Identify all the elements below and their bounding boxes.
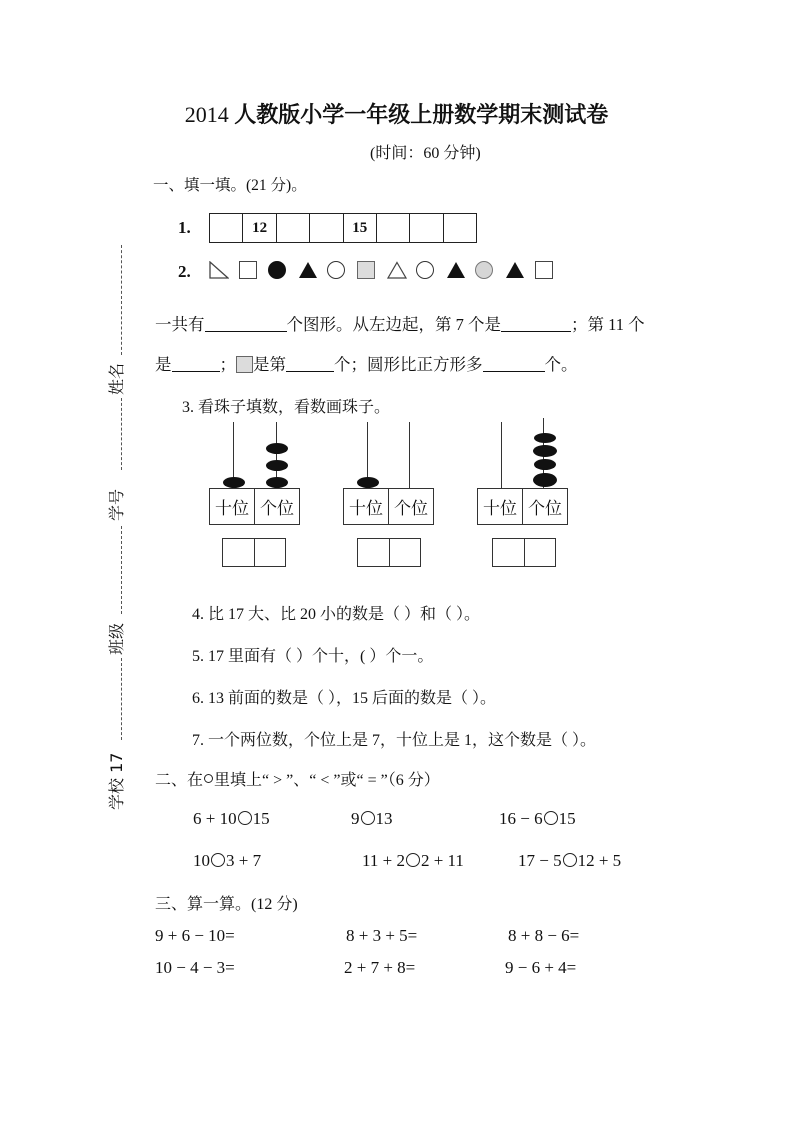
section3-heading: 三、算一算。(12 分) — [155, 896, 298, 913]
time-limit: (时间：60 分钟) — [370, 145, 481, 162]
calc-item: 10 − 4 − 3= — [155, 958, 235, 977]
compare-circle[interactable] — [238, 811, 252, 825]
calc-item: 9 − 6 + 4= — [505, 958, 577, 977]
sequence-cell[interactable] — [444, 214, 477, 242]
right-triangle-icon — [209, 261, 227, 279]
triangle-black-icon — [298, 261, 316, 279]
place-value-labels: 十位 个位 — [343, 488, 434, 525]
dashed-line — [121, 245, 122, 355]
compare-circle[interactable] — [563, 853, 577, 867]
compare-item: 6 + 10 15 — [193, 809, 270, 828]
q3-prompt: 3. 看珠子填数，看数画珠子。 — [182, 399, 391, 416]
calc-item: 8 + 3 + 5= — [346, 926, 418, 945]
calc-item: 2 + 7 + 8= — [344, 958, 416, 977]
compare-item: 9 13 — [351, 809, 393, 828]
sequence-cell[interactable] — [377, 214, 410, 242]
class-label: 班级 — [107, 622, 126, 655]
q7: 7. 一个两位数，个位上是 7，十位上是 1，这个数是（ ）。 — [192, 732, 597, 749]
answer-box[interactable] — [357, 538, 421, 567]
bead-icon — [534, 433, 556, 443]
bead-icon — [533, 445, 557, 457]
q1-number: 1. — [178, 218, 191, 237]
sequence-cell: 15 — [344, 214, 377, 242]
abacus-3 — [477, 422, 568, 572]
square-grey-icon — [357, 261, 375, 279]
page-title: 2014 人教版小学一年级上册数学期末测试卷 — [184, 102, 609, 128]
bead-icon — [266, 443, 288, 454]
sequence-cell: 12 — [243, 214, 276, 242]
answer-box[interactable] — [492, 538, 556, 567]
calc-item: 8 + 8 − 6= — [508, 926, 580, 945]
q6: 6. 13 前面的数是（ ），15 后面的数是（ ）。 — [192, 690, 497, 707]
triangle-black-icon — [446, 261, 464, 279]
circle-white-icon — [327, 261, 345, 279]
bead-icon — [266, 477, 288, 488]
bead-icon — [223, 477, 245, 488]
bead-icon — [533, 473, 557, 487]
q5: 5. 17 里面有（ ）个十，( ）个一。 — [192, 648, 434, 665]
compare-circle[interactable] — [406, 853, 420, 867]
student-id-label: 学号 — [107, 488, 126, 521]
q2-line2: 是 ； 是第 个；圆形比正方形多 个。 — [155, 355, 578, 374]
q4: 4. 比 17 大、比 20 小的数是（ ）和（ ）。 — [192, 606, 481, 623]
triangle-white-icon — [387, 261, 405, 279]
answer-box[interactable] — [222, 538, 286, 567]
name-label: 姓名 — [107, 362, 126, 395]
place-value-labels: 十位 个位 — [477, 488, 568, 525]
compare-item: 17 − 5 12 + 5 — [518, 851, 622, 870]
answer-blank-total[interactable] — [205, 315, 287, 332]
circle-icon — [204, 774, 213, 783]
dashed-line — [121, 658, 122, 740]
calc-item: 9 + 6 − 10= — [155, 926, 235, 945]
compare-circle[interactable] — [361, 811, 375, 825]
abacus-1 — [209, 422, 300, 572]
abacus-2 — [343, 422, 434, 572]
bead-icon — [534, 459, 556, 470]
answer-blank-position[interactable] — [286, 355, 334, 372]
compare-circle[interactable] — [211, 853, 225, 867]
answer-blank-7th[interactable] — [501, 315, 571, 332]
compare-item: 11 + 2 2 + 11 — [362, 851, 464, 870]
sequence-cell[interactable] — [210, 214, 243, 242]
dashed-line — [121, 526, 122, 614]
shape-row — [209, 260, 553, 280]
circle-grey-icon — [475, 261, 493, 279]
sequence-cell[interactable] — [310, 214, 343, 242]
circle-black-icon — [268, 261, 286, 279]
answer-blank-difference[interactable] — [483, 355, 545, 372]
q2-number: 2. — [178, 262, 191, 281]
sequence-cell[interactable] — [410, 214, 443, 242]
section1-heading: 一、填一填。(21 分)。 — [153, 177, 307, 194]
compare-item: 16 − 6 15 — [499, 809, 576, 828]
number-sequence-boxes — [209, 213, 477, 243]
sequence-cell[interactable] — [277, 214, 310, 242]
school-label: 学校 17 — [107, 752, 126, 810]
bead-icon — [266, 460, 288, 471]
square-white-icon — [535, 261, 553, 279]
grey-square-icon — [236, 356, 253, 373]
circle-white-icon — [416, 261, 434, 279]
compare-circle[interactable] — [544, 811, 558, 825]
tens-rod — [501, 422, 502, 488]
q2-line1: 一共有 个图形。从左边起，第 7 个是 ；第 11 个 — [155, 315, 645, 334]
section2-heading: 二、在 里填上“ > ”、“ < ”或“ = ”（6 分） — [155, 772, 440, 789]
triangle-black-icon — [505, 261, 523, 279]
answer-blank-11th[interactable] — [172, 355, 220, 372]
bead-icon — [357, 477, 379, 488]
compare-item: 10 3 + 7 — [193, 851, 262, 870]
ones-rod — [409, 422, 410, 488]
dashed-line — [121, 398, 122, 470]
square-white-icon — [239, 261, 257, 279]
place-value-labels: 十位 个位 — [209, 488, 300, 525]
